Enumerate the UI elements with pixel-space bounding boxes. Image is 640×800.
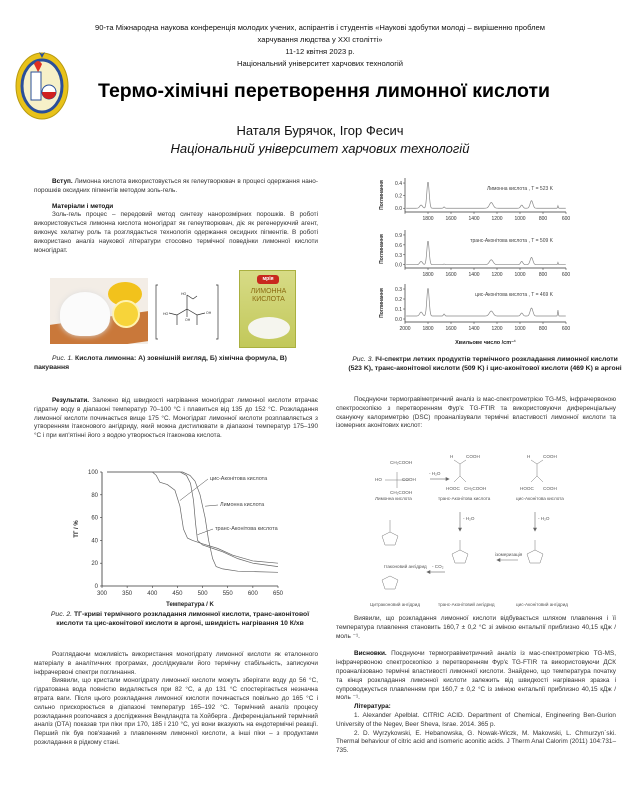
ir-y-axis-label: Поглинання <box>379 180 385 210</box>
scheme-hooc-2: HOOC <box>520 486 534 491</box>
ir-spectra-chart <box>370 172 580 350</box>
scheme-arrows <box>330 452 610 612</box>
ir-x-tick-label: 1600 <box>445 272 457 278</box>
ir-x-tick-label: 1000 <box>514 216 526 222</box>
discussion-para-1: Розглядаючи можливість використання моногідрату лимонної кислоти як еталонного матеріалу в аналітичних програмах, досліджували його термічну стабільність, записуючи інфрачервоні спектри поглинання. <box>34 651 318 676</box>
x-tick-label: 500 <box>197 591 208 597</box>
scheme-h-1: H <box>450 454 454 459</box>
ir-x-tick-label: 1400 <box>468 272 480 278</box>
ir-x-axis-label: Хвильове число /cm⁻¹ <box>455 340 516 346</box>
scheme-minus-water-2: - H₂O <box>463 516 475 521</box>
ir-y-tick-label: 0.2 <box>395 193 402 200</box>
ir-y-tick-label: 0.6 <box>395 242 402 249</box>
y-axis-label: ТГ / % <box>74 520 80 538</box>
ir-x-tick-label: 1600 <box>445 326 457 332</box>
conference-university: Національний університет харчових технологій <box>237 59 403 68</box>
ir-x-tick-label: 1000 <box>514 272 526 278</box>
methods-right-text: Поєднуючи термогравіметричний аналіз із мас-спектрометрією TG-MS, інфрачервоною спектроскопією з перетворенням Фур'є TG-FTIR та використовуючи диференціальну скануючу калориметрію (DSC) проаналізували термічні властивості лимонної кислоти та ізомерних аконітових кислот: <box>336 396 616 430</box>
svg-text:OH: OH <box>206 311 212 315</box>
intro-label: Вступ. <box>52 178 73 185</box>
package-photo <box>239 270 296 348</box>
fig2-number: Рис. 2. <box>50 611 73 618</box>
conference-line-2: харчування людства у XXI столітті» <box>257 35 383 44</box>
ir-x-tick-label: 600 <box>561 326 571 332</box>
ir-y-tick-label: 0.9 <box>395 232 402 239</box>
fig1-number: Рис. 1. <box>52 355 74 362</box>
scheme-trans-acid-label: транс-Аконітова кислота <box>438 496 491 501</box>
methods-text: Золь-гель процес – передовий метод синтезу нанорозмірних порошків. В роботі використовується лимонна кислота моногідрат як гелеутворювач, діє як регенеруючий агент, виконує хелатну роль та розглядається технологія одержання оксидних пігментів. В роботі використано аналіз наукової літератури стосовно термічної поведінки лимонної кислоти моногідрат. <box>34 211 318 254</box>
x-tick-label: 550 <box>222 591 233 597</box>
fig2-caption-text: ТГ-криві термічного розкладання лимонної кислоти, транс-аконітової кислоти та цис-аконітової кислоти в аргоні, швидкість нагрівання 10 К/хв <box>56 611 310 627</box>
tg-chart <box>60 462 290 610</box>
ir-y-tick-label: 0.1 <box>395 307 402 313</box>
results-section <box>34 397 318 441</box>
tg-curve-2 <box>107 472 278 567</box>
svg-text:HO: HO <box>163 312 169 316</box>
x-axis-label: Температура / K <box>166 602 214 608</box>
ir-y-tick-label: 0.0 <box>395 206 402 213</box>
scheme-itaconic-label: Ітаконовий ангідрид <box>384 564 427 569</box>
scheme-cis-anh-label: цис-Аконітовий ангідрид <box>516 602 568 607</box>
intro-text: Лимонна кислота використовується як гелеутворювач в процесі одержання нано-порошків оксидних пігментів методом золь-гель. <box>34 178 318 194</box>
ir-x-tick-label: 1200 <box>491 272 503 278</box>
citric-acid-formula <box>155 283 219 341</box>
lemon-photo <box>50 278 148 344</box>
ir-x-tick-label: 1800 <box>422 272 434 278</box>
scheme-hooc-1: HOOC <box>446 486 460 491</box>
ir-y-tick-label: 0.3 <box>395 252 402 259</box>
scheme-ch2cooh-2: CH₂COOH <box>390 490 413 495</box>
y-tick-label: 40 <box>91 538 98 545</box>
conclusions-text: Поєднуючи термогравіметричний аналіз із мас-спектрометрією TG-MS, інфрачервоною спектроскопією з перетворенням Фур'є TG-FTIR та використовуючи ДСК проаналізовано термічні властивості лимонної кислоти. Знайдено, що температура початку та кінця розкладання лимонної кислоти залежить від швидкості нагрівання зразка і супроводжується плавленням при 160,7 ± 0,2 °C із зміною ентальпії приблизно 40,15 кДж /моль ⁻¹. <box>336 650 616 702</box>
package-brand: мрія <box>257 275 279 284</box>
scheme-ho: HO <box>375 477 382 482</box>
x-tick-label: 600 <box>247 591 258 597</box>
fig2-caption <box>50 610 310 628</box>
tg-label-arrow <box>205 505 218 506</box>
results-text: Залежно від швидкості нагрівання моногідрат лимонної кислоти втрачає гідратну воду в діапазоні температур 70–100 °C і плавиться від 135 до 152 °C. Розкладання лимонної кислоти починається вище 175 °C. Моногідрат лимонної кислоти розплавляється з утворенням ітаконового ангідриду, який можна дистилювати в діапазоні температур 175–190 °C і при кип'ятінні його з водою утворюється ітаконова кислота. <box>34 397 318 440</box>
ir-x-tick-label: 1600 <box>445 216 457 222</box>
intro-section <box>34 178 318 255</box>
scheme-minus-water-3: - H₂O <box>538 516 550 521</box>
y-tick-label: 80 <box>91 492 98 499</box>
scheme-citraconic-label: Цитраконовий ангідрид <box>370 602 421 607</box>
svg-text:HO: HO <box>181 292 187 296</box>
scheme-cooh-3: COOH <box>543 454 557 459</box>
results-label: Результати. <box>52 397 90 404</box>
tg-legend-label: Лимонна кислота <box>220 502 265 508</box>
y-tick-label: 20 <box>91 561 98 568</box>
ir-x-tick-label: 800 <box>538 216 548 222</box>
literature-heading: Література: <box>354 703 391 711</box>
ir-series-label: Лимонна кислота , T = 523 K <box>486 186 553 192</box>
tg-legend-label: цис-Аконітова кислота <box>210 476 268 482</box>
x-tick-label: 450 <box>172 591 183 597</box>
ir-x-tick-label: 2000 <box>399 326 411 332</box>
scheme-minus-water-1: - H₂O <box>429 471 441 476</box>
university-logo <box>14 48 70 120</box>
package-label-2: КИСЛОТА <box>252 296 285 303</box>
tg-legend-label: транс-Аконітова кислота <box>215 526 278 532</box>
reference-2: 2. D. Wyrzykowski, E. Hebanowska, G. Nowak-Wiczk, M. Makowski, L. Chmurzyn`ski. Thermal behaviour of citric acid and isomeric aconitic acids. J Therm Anal Calorim (2011) 104:731–735. <box>336 729 617 755</box>
scheme-cooh-2: COOH <box>466 454 480 459</box>
ir-y-axis-label: Поглинання <box>379 234 385 264</box>
tg-label-arrow <box>198 529 213 535</box>
reaction-scheme <box>330 452 610 612</box>
fig1-caption <box>34 354 318 372</box>
discussion-para-2: Виявили, що кристали моногідрату лимонної кислоти можуть зберігати воду до 56 °C, гідратована вода повністю видаляється при 82 °C, а до 131 °C спостерігається незначна втрата ваги. Після цього розкладання лимонної кислоти починається повільно до 165 °C і сильно прискорюється в діапазоні температур 165–192 °C. Термічний аналіз процесу розкладання розпочався з дослідження Вендландта та Хойберга . Диференціальний термічний аналіз (DTA) показав три піки при 170, 185 і 210 °C, усі вони вказують на ендотермічні реакції. Перший пік був пов'язаний з плавленням лимонної кислоти, а інші піки – з продуктами розкладання в рідкому стані. <box>34 677 318 746</box>
ir-y-axis-label: Поглинання <box>379 288 385 318</box>
methods-right-section <box>336 396 616 431</box>
ir-x-tick-label: 800 <box>538 272 548 278</box>
x-tick-label: 650 <box>272 591 284 597</box>
scheme-minus-co2: - CO₂ <box>432 564 444 569</box>
reference-1: 1. Alexander Apelblat. CITRIC ACID. Department of Chemical, Engineering Ben-Gurion University of the Negev, Beer Sheva, Israe. 2014. 365 p. <box>336 711 616 728</box>
conclusions-label: Висновки. <box>354 650 387 658</box>
ir-x-tick-label: 1200 <box>491 326 503 332</box>
ir-x-tick-label: 600 <box>561 216 571 222</box>
ir-x-tick-label: 1800 <box>422 326 434 332</box>
ir-series-label: цис-Аконітова кислота , T = 469 K <box>475 292 553 298</box>
conclusion-area <box>336 615 616 756</box>
svg-text:OH: OH <box>185 318 191 322</box>
scheme-h-2: H <box>527 454 531 459</box>
scheme-isomerization: ізомеризація <box>495 552 523 557</box>
scheme-trans-anh-label: транс-Аконітовий ангідрид <box>438 602 495 607</box>
affiliation: Національний університет харчових технологій <box>170 141 470 156</box>
ir-x-tick-label: 1800 <box>422 216 434 222</box>
fig1-caption-text: Кислота лимонна: А) зовнішній вигляд, Б) хімічна формула, В) пакування <box>34 355 287 371</box>
y-tick-label: 60 <box>91 515 98 522</box>
x-tick-label: 400 <box>147 591 158 597</box>
ir-x-tick-label: 1400 <box>468 216 480 222</box>
ir-y-tick-label: 0.0 <box>395 317 402 323</box>
scheme-citric-label: Лимонна кислота <box>375 496 412 501</box>
ir-x-tick-label: 1200 <box>491 216 503 222</box>
tg-curve-1 <box>107 472 278 572</box>
poster-title: Термо-хімічні перетворення лимонної кислоти <box>98 80 550 102</box>
scheme-cooh-4: COOH <box>543 486 557 491</box>
ir-series-label: транс-Аконітова кислота , T = 509 K <box>470 238 553 244</box>
methods-heading: Матеріали і методи <box>52 202 114 210</box>
ir-spectrum-1 <box>406 241 566 264</box>
package-label-1: ЛИМОННА <box>250 288 287 295</box>
y-tick-label: 0 <box>94 584 98 590</box>
tg-curve-0 <box>107 472 278 563</box>
scheme-cooh-1: COOH <box>402 477 416 482</box>
ir-y-tick-label: 0.0 <box>395 262 402 269</box>
x-tick-label: 350 <box>122 591 133 597</box>
fig3-caption <box>345 355 625 373</box>
ir-y-tick-label: 0.3 <box>395 287 402 293</box>
scheme-cis-acid-label: цис-Аконітова кислота <box>516 496 564 501</box>
ir-x-tick-label: 1000 <box>514 326 526 332</box>
melting-text: Виявили, що розкладання лимонної кислоти відбувається шляхом плавлення і її температура плавлення становить 160,7 ± 0,2 °C зі зміною ентальпії приблизно 40,15 кДж /моль ⁻¹. <box>336 615 616 640</box>
ir-x-tick-label: 1400 <box>468 326 480 332</box>
conference-line-1: 90-та Міжнародна наукова конференція молодих учених, аспірантів і студентів «Наукові здобутки молоді – вирішенню проблем <box>95 23 545 32</box>
fig3-number: Рис. 3. <box>352 356 374 363</box>
tg-label-arrow <box>180 479 208 501</box>
scheme-ch2cooh-1: CH₂COOH <box>390 460 413 465</box>
ir-x-tick-label: 800 <box>538 326 548 332</box>
scheme-ch2cooh-3: CH₂COOH <box>464 486 487 491</box>
x-tick-label: 300 <box>96 591 108 597</box>
ir-x-tick-label: 600 <box>561 272 571 278</box>
fig3-caption-text: ІЧ-спектри летких продуктів термічного розкладання лимонної кислоти (523 K), транс-аконітової кислоти (509 K) і цис-аконітової кислоти (469 K) в аргоні <box>348 356 622 372</box>
y-tick-label: 100 <box>87 470 98 476</box>
authors: Наталя Бурячок, Ігор Фесич <box>236 123 404 138</box>
ir-y-tick-label: 0.4 <box>395 181 402 188</box>
discussion-section <box>34 651 318 748</box>
conference-date: 11-12 квітня 2023 р. <box>285 47 355 56</box>
ir-y-tick-label: 0.2 <box>395 297 402 303</box>
